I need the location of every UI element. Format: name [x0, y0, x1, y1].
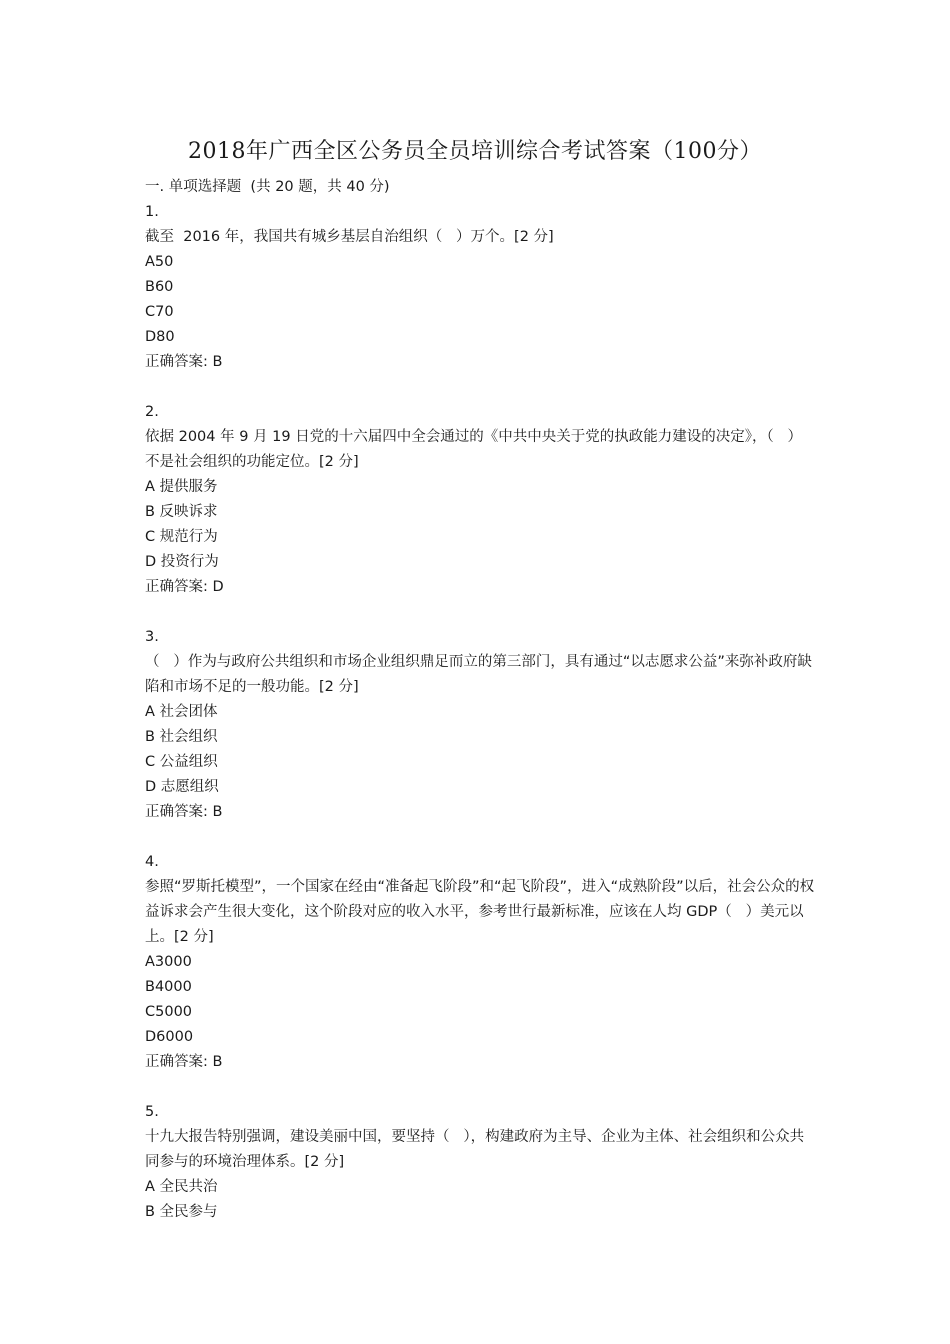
option-d: D6000	[145, 1029, 194, 1045]
option-d: D80	[145, 329, 175, 345]
blank-line	[145, 600, 815, 625]
question-text: 截至 2016 年，我国共有城乡基层自治组织（ ）万个。[2 分]	[145, 229, 554, 245]
question-3	[145, 625, 815, 850]
correct-answer: 正确答案: D	[145, 579, 224, 595]
document-title: 2018年广西全区公务员全员培训综合考试答案（100分）	[188, 139, 762, 164]
option-c: C5000	[145, 1004, 193, 1020]
option-b: B4000	[145, 979, 192, 995]
question-text: 依据 2004 年 9 月 19 日党的十六届四中全会通过的《中共中央关于党的执政能力建设的决定》，（ ）不是社会组织的功能定位。[2 分]	[145, 429, 803, 470]
question-number: 1.	[145, 204, 159, 220]
option-a: A 全民共治	[145, 1179, 218, 1195]
option-a: A 社会团体	[145, 704, 218, 720]
question-number: 5.	[145, 1104, 159, 1120]
correct-answer: 正确答案: B	[145, 804, 223, 820]
question-4	[145, 850, 815, 1100]
blank-line	[145, 375, 815, 400]
option-c: C70	[145, 304, 174, 320]
question-2	[145, 400, 815, 625]
option-b: B60	[145, 279, 174, 295]
option-a: A3000	[145, 954, 192, 970]
question-number: 3.	[145, 629, 159, 645]
option-b: B 反映诉求	[145, 504, 218, 520]
blank-line	[145, 825, 815, 850]
section-heading: 一. 单项选择题 (共 20 题，共 40 分)	[145, 179, 390, 195]
option-b: B 社会组织	[145, 729, 218, 745]
option-a: A 提供服务	[145, 479, 218, 495]
option-d: D 志愿组织	[145, 779, 219, 795]
option-b: B 全民参与	[145, 1204, 218, 1220]
document-body	[145, 175, 815, 1225]
question-1	[145, 200, 815, 400]
option-a: A50	[145, 254, 174, 270]
option-c: C 规范行为	[145, 529, 218, 545]
question-text: 十九大报告特别强调，建设美丽中国，要坚持（ ），构建政府为主导、企业为主体、社会组织和公众共同参与的环境治理体系。[2 分]	[145, 1129, 805, 1170]
question-text: 参照“罗斯托模型”，一个国家在经由“准备起飞阶段”和“起飞阶段”，进入“成熟阶段”以后，社会公众的权益诉求会产生很大变化，这个阶段对应的收入水平，参考世行最新标准，应该在人均 GDP（ ）美元以上。[2 分]	[145, 879, 815, 945]
option-d: D 投资行为	[145, 554, 219, 570]
option-c: C 公益组织	[145, 754, 218, 770]
correct-answer: 正确答案: B	[145, 1054, 223, 1070]
correct-answer: 正确答案: B	[145, 354, 223, 370]
question-number: 4.	[145, 854, 159, 870]
blank-line	[145, 1075, 815, 1100]
question-text: （ ）作为与政府公共组织和市场企业组织鼎足而立的第三部门，具有通过“以志愿求公益”来弥补政府缺陷和市场不足的一般功能。[2 分]	[145, 654, 812, 695]
question-number: 2.	[145, 404, 159, 420]
question-5	[145, 1100, 815, 1225]
